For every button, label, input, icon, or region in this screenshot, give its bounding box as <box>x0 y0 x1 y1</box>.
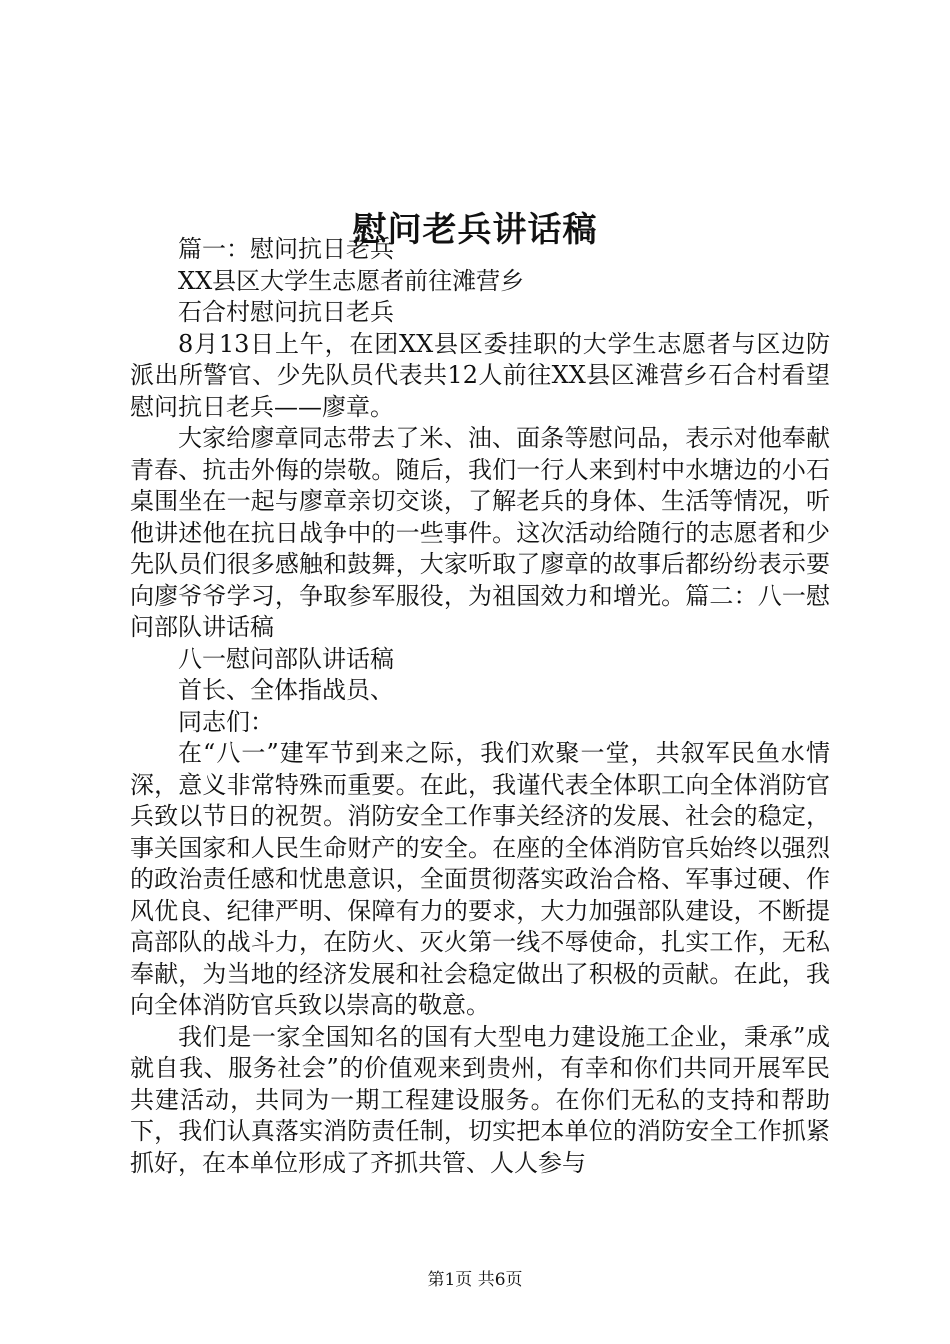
paragraph: 石合村慰问抗日老兵 <box>178 298 394 326</box>
page-footer <box>0 1268 950 1292</box>
paragraph: 同志们： <box>178 707 274 736</box>
paragraph: 篇一：慰问抗日老兵 <box>178 235 394 263</box>
paragraph: 大家给廖章同志带去了米、油、面条等慰问品，表示对他奉献青春、抗击外侮的崇敬。随后，我们一行人来到村中水塘边的小石桌围坐在一起与廖章亲切交谈，了解老兵的身体、生活等情况，听他讲述他在抗日战争中的一些事件。这次活动给随行的志愿者和少先队员们很多感触和鼓舞，大家听取了廖章的故事后都纷纷表示要向廖爷爷学习，争取参军服役，为祖国效力和增光。篇二：八一慰问部队讲话稿 <box>130 424 830 641</box>
document-body <box>130 234 830 1179</box>
paragraph: XX县区大学生志愿者前往滩营乡 <box>178 266 525 295</box>
page-number: 第1页 共6页 <box>427 1270 523 1290</box>
paragraph: 八一慰问部队讲话稿 <box>178 644 394 673</box>
paragraph: 8月13日上午，在团XX县区委挂职的大学生志愿者与区边防派出所警官、少先队员代表共12人前往XX县区滩营乡石合村看望慰问抗日老兵——廖章。 <box>130 329 830 421</box>
paragraph: 在“八一”建军节到来之际，我们欢聚一堂，共叙军民鱼水情深，意义非常特殊而重要。在此，我谨代表全体职工向全体消防官兵致以节日的祝贺。消防安全工作事关经济的发展、社会的稳定，事关国家和人民生命财产的安全。在座的全体消防官兵始终以强烈的政治责任感和忧患意识，全面贯彻落实政治合格、军事过硬、作风优良、纪律严明、保障有力的要求，大力加强部队建设，不断提高部队的战斗力，在防火、灭火第一线不辱使命，扎实工作，无私奉献，为当地的经济发展和社会稳定做出了积极的贡献。在此，我向全体消防官兵致以崇高的敬意。 <box>130 739 830 1019</box>
document-title: 慰问老兵讲话稿 <box>352 209 598 250</box>
paragraph: 我们是一家全国知名的国有大型电力建设施工企业，秉承”成就自我、服务社会”的价值观来到贵州，有幸和你们共同开展军民共建活动，共同为一期工程建设服务。在你们无私的支持和帮助下，我们认真落实消防责任制，切实把本单位的消防安全工作抓紧抓好，在本单位形成了齐抓共管、人人参与 <box>130 1022 830 1177</box>
paragraph: 首长、全体指战员、 <box>178 676 394 704</box>
